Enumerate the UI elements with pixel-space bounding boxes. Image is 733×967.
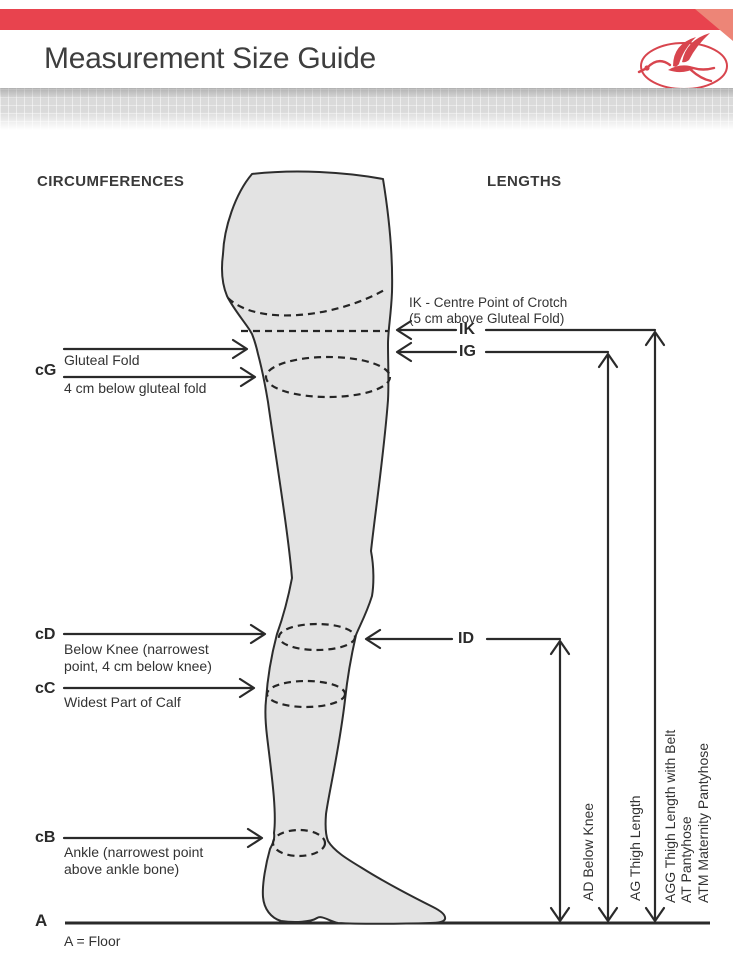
ad-below-knee-label: AD Below Knee: [580, 802, 596, 901]
vertical-measure-lines: [551, 332, 664, 921]
ik-note-line2: (5 cm above Gluteal Fold): [409, 310, 565, 326]
cb-label-line2: above ankle bone): [64, 860, 180, 877]
leg-illustration: [222, 172, 445, 924]
lengths-heading: LENGTHS: [487, 173, 562, 190]
at-label-line: AT Pantyhose: [678, 816, 695, 903]
cd-label-line1: Below Knee (narrowest: [64, 641, 209, 657]
ik-note: [409, 295, 567, 326]
cg-code: cG: [35, 362, 57, 379]
id-code: ID: [458, 630, 474, 647]
a-code: A: [35, 911, 48, 930]
a-floor-label: A = Floor: [64, 933, 121, 949]
ik-note-line1: IK - Centre Point of Crotch: [409, 295, 568, 310]
circumference-arrows: [64, 340, 265, 847]
cd-label: [64, 641, 212, 674]
ag-thigh-length-label: AG Thigh Length: [627, 795, 643, 901]
cg-label-gluteal-fold: Gluteal Fold: [64, 352, 140, 368]
cc-code: cC: [35, 680, 56, 697]
ig-code: IG: [459, 343, 476, 360]
cd-code: cD: [35, 626, 56, 643]
cd-label-line2: point, 4 cm below knee): [64, 657, 212, 674]
cb-code: cB: [35, 829, 56, 846]
cb-label-line1: Ankle (narrowest point: [64, 844, 204, 860]
page-title: Measurement Size Guide: [44, 42, 376, 75]
length-arrows: [366, 321, 655, 648]
agg-label-line: AGG Thigh Length with Belt: [662, 729, 678, 903]
circumferences-heading: CIRCUMFERENCES: [37, 173, 185, 190]
cb-label: [64, 844, 203, 877]
atm-label-line: ATM Maternity Pantyhose: [694, 742, 711, 903]
cg-label-below-gluteal: 4 cm below gluteal fold: [64, 380, 207, 396]
agg-at-atm-label: [662, 730, 711, 903]
ik-code: IK: [459, 321, 475, 338]
cc-label: Widest Part of Calf: [64, 694, 181, 710]
